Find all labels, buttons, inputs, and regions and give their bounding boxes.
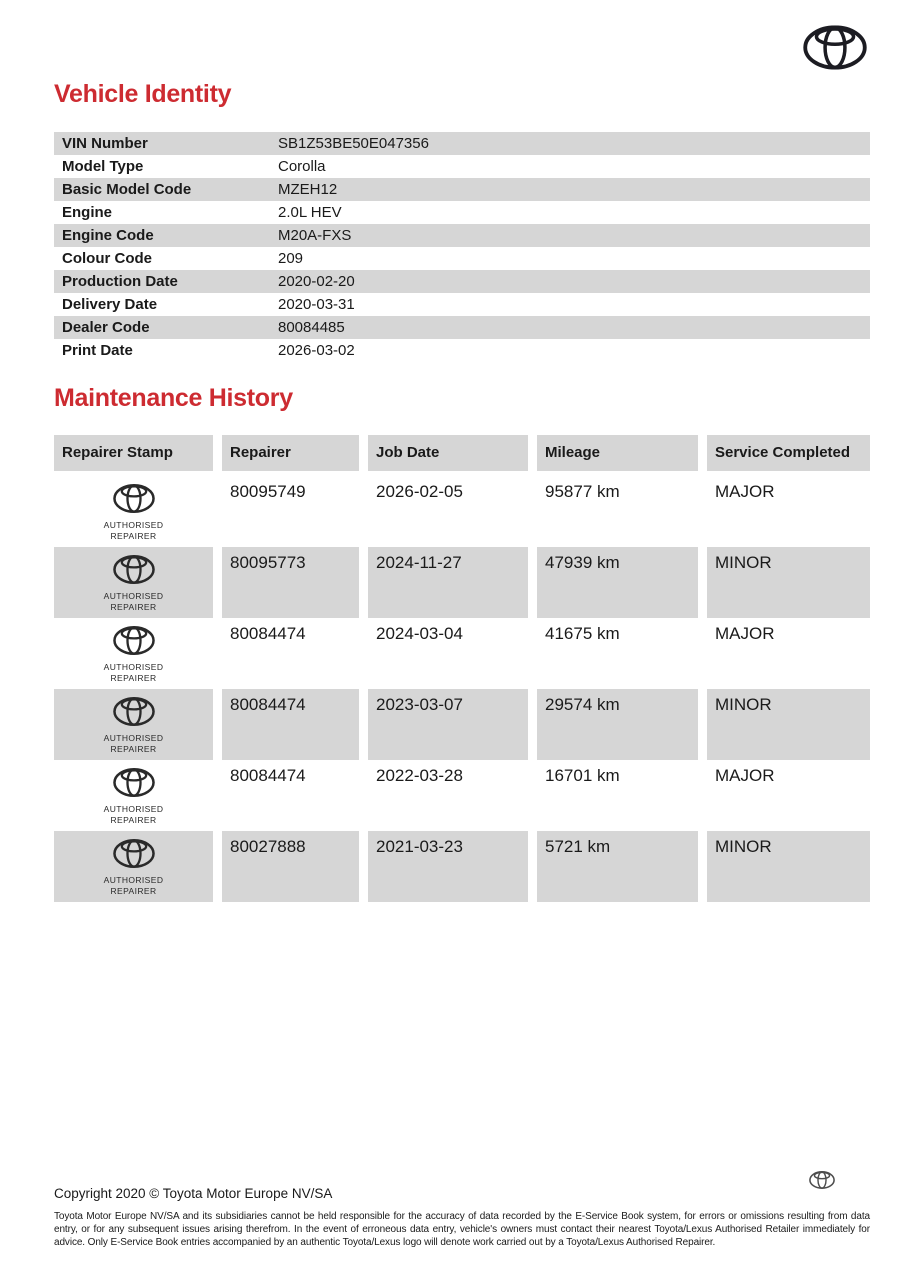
- repairer-code-cell: 80095773: [222, 547, 359, 618]
- stamp-text-line: REPAIRER: [110, 672, 157, 683]
- identity-row-value: Corolla: [278, 158, 326, 175]
- identity-row-value: 2020-03-31: [278, 296, 355, 313]
- stamp-text-line: AUTHORISED: [103, 591, 164, 601]
- identity-row: [54, 247, 870, 270]
- mileage-cell: 41675 km: [545, 624, 620, 643]
- maintenance-row: [54, 760, 870, 831]
- mileage-cell: 95877 km: [545, 482, 620, 501]
- identity-row-value: M20A-FXS: [278, 227, 352, 244]
- identity-row: [54, 132, 870, 155]
- job-date-cell: 2023-03-07: [368, 689, 528, 760]
- maintenance-row: [54, 547, 870, 618]
- repairer-stamp: [54, 831, 213, 902]
- authorised-repairer-stamp-icon: [113, 697, 155, 726]
- stamp-text-line: REPAIRER: [110, 814, 157, 825]
- repairer-code-cell: 80084474: [230, 624, 306, 643]
- mileage-cell: 29574 km: [537, 689, 698, 760]
- service-completed-cell: MAJOR: [715, 624, 775, 643]
- identity-row: [54, 316, 870, 339]
- identity-row: [54, 201, 870, 224]
- copyright-text: Copyright 2020 © Toyota Motor Europe NV/SA: [54, 1186, 333, 1201]
- stamp-text-line: AUTHORISED: [103, 875, 164, 885]
- identity-row-value: SB1Z53BE50E047356: [278, 135, 429, 152]
- disclaimer-text: Toyota Motor Europe NV/SA and its subsidiaries cannot be held responsible for the accuracy of data recorded by the E-Service Book system, for errors or omissions resulting from data entry, or for any subsequent issues arising therefrom. In the event of erroneous data entry, vehicle's owners must contact their nearest Toyota/Lexus Authorised Retailer immediately for advice. Only E-Service Book entries accompanied by an authentic Toyota/Lexus logo will denote work carried out by a Toyota/Lexus Authorised Repairer.: [54, 1211, 870, 1248]
- mileage-cell: 5721 km: [537, 831, 698, 902]
- repairer-code-cell: 80084474: [230, 766, 306, 785]
- vehicle-identity-table: [54, 132, 870, 362]
- stamp-text-line: REPAIRER: [110, 601, 157, 612]
- identity-row-value: 2026-03-02: [278, 342, 355, 359]
- service-completed-cell: MINOR: [707, 831, 870, 902]
- mileage-cell: 16701 km: [545, 766, 620, 785]
- repairer-stamp: [54, 618, 213, 689]
- repairer-code-cell: 80095749: [230, 482, 306, 501]
- stamp-text-line: REPAIRER: [110, 743, 157, 754]
- vehicle-identity-title: Vehicle Identity: [54, 80, 232, 108]
- authorised-repairer-stamp-icon: [113, 484, 155, 513]
- maintenance-table-header: [54, 435, 870, 471]
- identity-row-label: Dealer Code: [62, 319, 150, 336]
- column-header: Mileage: [537, 435, 698, 471]
- identity-row: [54, 339, 870, 362]
- maintenance-row: [54, 689, 870, 760]
- maintenance-row: [54, 831, 870, 902]
- identity-row-label: Engine Code: [62, 227, 154, 244]
- repairer-code-cell: 80027888: [222, 831, 359, 902]
- identity-row-label: Colour Code: [62, 250, 152, 267]
- repairer-code-cell: 80084474: [222, 689, 359, 760]
- job-date-cell: 2026-02-05: [376, 482, 463, 501]
- job-date-cell: 2022-03-28: [376, 766, 463, 785]
- column-header: Repairer: [222, 435, 359, 471]
- identity-row-label: Delivery Date: [62, 296, 158, 313]
- identity-row-label: Model Type: [62, 158, 144, 175]
- identity-row-value: 209: [278, 250, 304, 267]
- identity-row-label: VIN Number: [62, 135, 148, 152]
- identity-row-value: MZEH12: [278, 181, 338, 198]
- identity-row-value: 80084485: [278, 319, 345, 336]
- authorised-repairer-stamp-icon: [113, 768, 155, 797]
- identity-row: [54, 224, 870, 247]
- toyota-logo-icon: [803, 25, 867, 70]
- identity-row: [54, 293, 870, 316]
- authorised-repairer-stamp-icon: [113, 839, 155, 868]
- maintenance-row: [54, 618, 870, 689]
- stamp-text-line: AUTHORISED: [103, 662, 164, 672]
- job-date-cell: 2021-03-23: [368, 831, 528, 902]
- identity-row: [54, 178, 870, 201]
- column-header: Repairer Stamp: [54, 435, 213, 471]
- job-date-cell: 2024-03-04: [376, 624, 463, 643]
- maintenance-history-title: Maintenance History: [54, 384, 293, 412]
- stamp-text-line: AUTHORISED: [103, 733, 164, 743]
- stamp-text-line: AUTHORISED: [103, 520, 164, 530]
- service-completed-cell: MINOR: [707, 689, 870, 760]
- identity-row-label: Print Date: [62, 342, 133, 359]
- column-header: Job Date: [368, 435, 528, 471]
- repairer-stamp: [54, 689, 213, 760]
- service-completed-cell: MAJOR: [715, 766, 775, 785]
- stamp-text-line: REPAIRER: [110, 530, 157, 541]
- stamp-text-line: AUTHORISED: [103, 804, 164, 814]
- identity-row: [54, 155, 870, 178]
- maintenance-row: [54, 476, 870, 547]
- job-date-cell: 2024-11-27: [368, 547, 528, 618]
- authorised-repairer-stamp-icon: [113, 626, 155, 655]
- identity-row-value: 2.0L HEV: [278, 204, 342, 221]
- authorised-repairer-stamp-icon: [113, 555, 155, 584]
- repairer-stamp: [54, 760, 213, 831]
- identity-row-label: Basic Model Code: [62, 181, 192, 198]
- identity-row-value: 2020-02-20: [278, 273, 355, 290]
- mileage-cell: 47939 km: [537, 547, 698, 618]
- repairer-stamp: [54, 476, 213, 547]
- repairer-stamp: [54, 547, 213, 618]
- identity-row-label: Production Date: [62, 273, 178, 290]
- stamp-text-line: REPAIRER: [110, 885, 157, 896]
- service-completed-cell: MINOR: [707, 547, 870, 618]
- toyota-logo-small-icon: [809, 1171, 835, 1189]
- identity-row-label: Engine: [62, 204, 113, 221]
- service-completed-cell: MAJOR: [715, 482, 775, 501]
- maintenance-table-body: [54, 476, 870, 902]
- column-header: Service Completed: [707, 435, 870, 471]
- identity-row: [54, 270, 870, 293]
